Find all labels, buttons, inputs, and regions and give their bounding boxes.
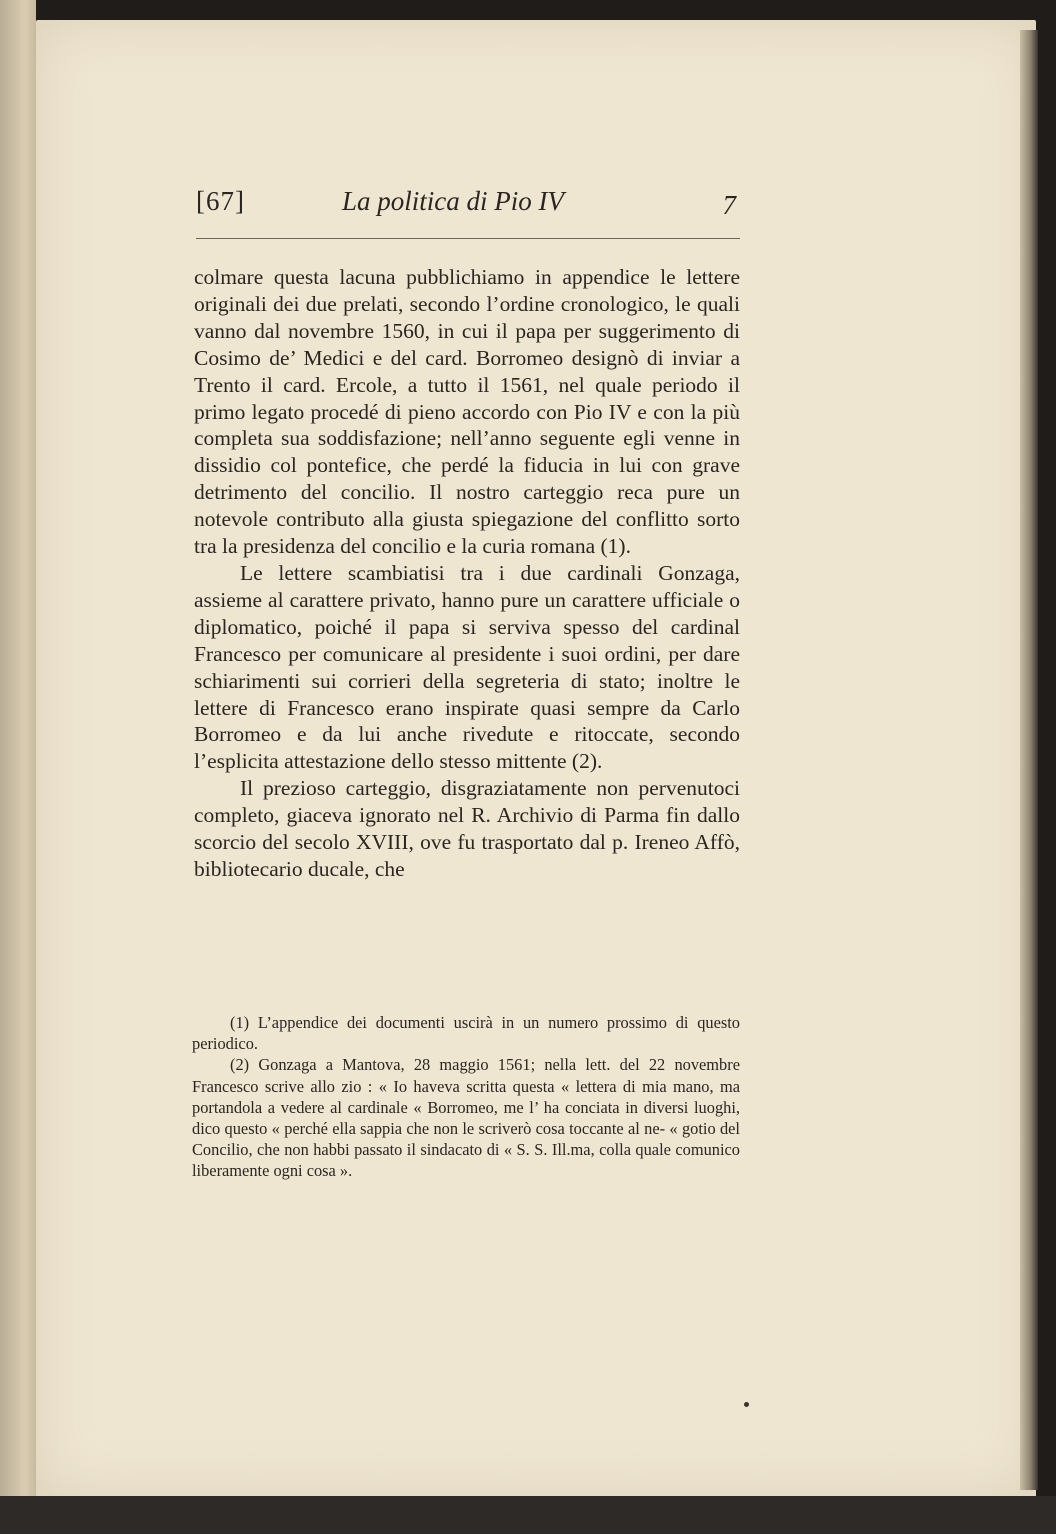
page-number: 7 [722, 190, 736, 220]
footnote-2: (2) Gonzaga a Mantova, 28 maggio 1561; nella lett. del 22 novembre Francesco scrive allo zio : « Io haveva scritta questa « lettera di mia mano, ma portandola a vedere al cardinale « Borromeo, me l’ ha conciata in diversi luoghi, dico questo « perché ella sappia che non le scriverò cosa toccante al ne- « gotio del Concilio, che non habbi passato il sindacato di « S. S. Ill.ma, colla quale comunico liberamente ogni cosa ». [192, 1055, 740, 1181]
facing-page-edge [0, 0, 36, 1534]
page-header [196, 186, 740, 226]
scan-bottom-border [0, 1496, 1056, 1534]
footnotes [192, 1012, 740, 1182]
ink-speck [744, 1402, 749, 1407]
paragraph: Il prezioso carteggio, disgraziatamente non pervenutoci completo, giaceva ignorato nel R. Archivio di Parma fin dallo scorcio del secolo XVIII, ove fu trasportato dal p. Ireneo Affò, bibliotecario ducale, che [194, 776, 740, 881]
paragraph: Le lettere scambiatisi tra i due cardinali Gonzaga, assieme al carattere privato, hanno pure un carattere ufficiale o diplomatico, poiché il papa si serviva spesso del cardinal Francesco per comunicare al presidente i suoi ordini, per dare schiarimenti sui corrieri della segreteria di stato; inoltre le lettere di Francesco erano inspirate quasi sempre da Carlo Borromeo e da lui anche rivedute e ritoccate, secondo l’esplicita attestazione dello stesso mittente (2). [194, 560, 740, 774]
running-title: La politica di Pio IV [342, 186, 564, 216]
footnote-1: (1) L’appendice dei documenti uscirà in un numero prossimo di questo periodico. [192, 1013, 740, 1054]
page-stack-edge [1020, 30, 1038, 1490]
paragraph-continued: colmare questa lacuna pubblichiamo in appendice le lettere originali dei due prelati, secondo l’ordine cronologico, le quali vanno dal novembre 1560, in cui il papa per suggerimento di Cosimo de’ Medici e del card. Borromeo designò di inviar a Trento il card. Ercole, a tutto il 1561, nel quale periodo il primo legato procedé di pieno accordo con Pio IV e con la più completa sua soddisfazione; nell’anno seguente egli venne in dissidio col pontefice, che perdé la fiducia in lui con grave detrimento del concilio. Il nostro carteggio reca pure un notevole contributo alla giusta spiegazione del conflitto sorto tra la presidenza del concilio e la curia romana (1). [194, 265, 740, 559]
body-text [194, 264, 740, 883]
header-rule [196, 238, 740, 239]
folio-number: [67] [196, 186, 245, 216]
